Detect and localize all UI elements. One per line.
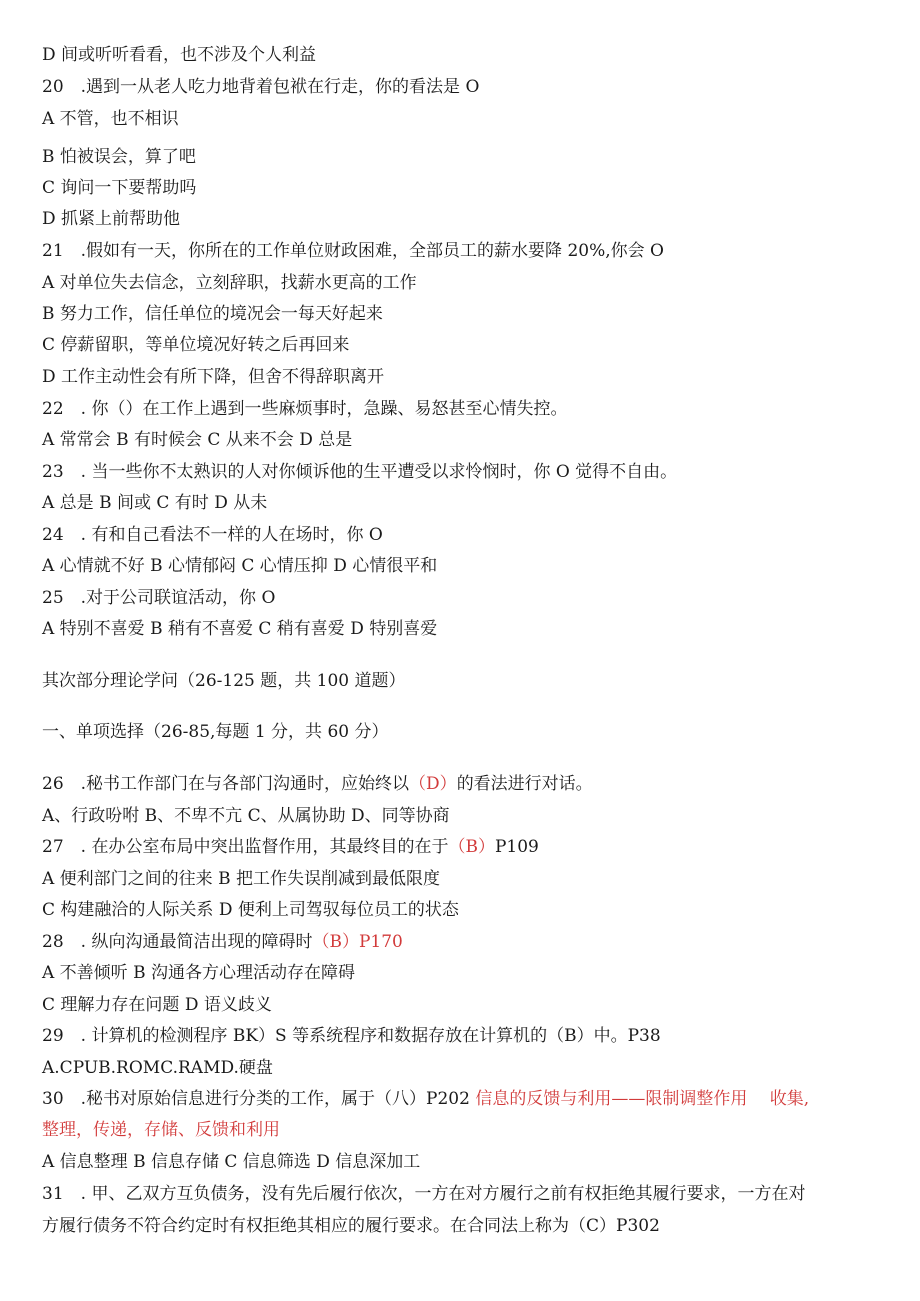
line-text: 23 . 当一些你不太熟识的人对你倾诉他的生平遭受以求怜悯时，你 O 觉得不自由。 bbox=[42, 462, 678, 482]
line-text: 22 . 你（）在工作上遇到一些麻烦事时，急躁、易怒甚至心情失控。 bbox=[42, 399, 568, 419]
text-line bbox=[42, 240, 880, 262]
text-line bbox=[42, 587, 880, 609]
line-text: 24 . 有和自己看法不一样的人在场时，你 O bbox=[42, 525, 383, 545]
text-line bbox=[42, 398, 880, 420]
line-text: D 抓紧上前帮助他 bbox=[42, 209, 181, 229]
annotation-text: （B） bbox=[448, 837, 495, 857]
line-text: D 间或听听看看，也不涉及个人利益 bbox=[42, 45, 317, 65]
text-line bbox=[42, 1057, 880, 1079]
line-text: 26 .秘书工作部门在与各部门沟通时，应始终以 bbox=[42, 774, 410, 794]
line-text: 30 .秘书对原始信息进行分类的工作，属于（八）P202 bbox=[42, 1089, 476, 1109]
text-line bbox=[42, 461, 880, 483]
line-text: 29 . 计算机的检测程序 BK）S 等系统程序和数据存放在计算机的（B）中。P38 bbox=[42, 1026, 661, 1046]
text-line bbox=[42, 773, 880, 795]
line-text: 25 .对于公司联谊活动，你 O bbox=[42, 588, 276, 608]
line-text: B 努力工作，信任单位的境况会一每天好起来 bbox=[42, 304, 383, 324]
line-text: A、行政吩咐 B、不卑不亢 C、从属协助 D、同等协商 bbox=[42, 806, 450, 826]
line-text: 27 . 在办公室布局中突出监督作用，其最终目的在于 bbox=[42, 837, 449, 857]
line-text: P109 bbox=[494, 837, 539, 857]
text-line bbox=[42, 931, 880, 953]
text-line bbox=[42, 492, 880, 514]
text-line bbox=[42, 836, 880, 858]
text-line bbox=[42, 1119, 880, 1141]
line-text: A 对单位失去信念，立刻辞职，找薪水更高的工作 bbox=[42, 273, 417, 293]
text-line bbox=[42, 334, 880, 356]
line-text: C 理解力存在问题 D 语义歧义 bbox=[42, 995, 272, 1015]
line-text: A 常常会 B 有时候会 C 从来不会 D 总是 bbox=[42, 430, 353, 450]
text-line bbox=[42, 1025, 880, 1047]
line-text: 28 . 纵向沟通最简洁出现的障碍时 bbox=[42, 932, 313, 952]
text-line bbox=[42, 366, 880, 388]
line-text: A 信息整理 B 信息存储 C 信息筛选 D 信息深加工 bbox=[42, 1152, 421, 1172]
text-line bbox=[42, 208, 880, 230]
text-line bbox=[42, 1151, 880, 1173]
text-line bbox=[42, 721, 880, 743]
line-text: A 心情就不好 B 心情郁闷 C 心情压抑 D 心情很平和 bbox=[42, 556, 438, 576]
line-text: A 便利部门之间的往来 B 把工作失误削减到最低限度 bbox=[42, 869, 440, 889]
line-text: 的看法进行对话。 bbox=[456, 774, 593, 794]
line-text: A 不管，也不相识 bbox=[42, 109, 179, 129]
text-line bbox=[42, 1088, 880, 1110]
line-text: A 不善倾听 B 沟通各方心理活动存在障碍 bbox=[42, 963, 355, 983]
line-text: A 特别不喜爱 B 稍有不喜爱 C 稍有喜爱 D 特别喜爱 bbox=[42, 619, 438, 639]
line-text: 其次部分理论学问（26-125 题，共 100 道题） bbox=[42, 671, 406, 691]
annotation-text: （D） bbox=[409, 774, 457, 794]
line-text: B 怕被误会，算了吧 bbox=[42, 147, 196, 167]
text-line bbox=[42, 272, 880, 294]
line-text: 方履行债务不符合约定时有权拒绝其相应的履行要求。在合同法上称为（C）P302 bbox=[42, 1216, 660, 1236]
text-line bbox=[42, 994, 880, 1016]
line-text: 21 .假如有一天，你所在的工作单位财政困难，全部员工的薪水要降 20%,你会 O bbox=[42, 241, 664, 261]
line-text: C 询问一下要帮助吗 bbox=[42, 178, 197, 198]
text-line bbox=[42, 303, 880, 325]
text-line bbox=[42, 555, 880, 577]
text-line bbox=[42, 429, 880, 451]
text-line bbox=[42, 1215, 880, 1237]
line-text: D 工作主动性会有所下降，但舍不得辞职离开 bbox=[42, 367, 385, 387]
annotation-text: （B）P170 bbox=[312, 932, 403, 952]
line-text: 一、单项选择（26-85,每题 1 分，共 60 分） bbox=[42, 722, 389, 742]
text-line bbox=[42, 44, 880, 66]
annotation-text: 整理，传递，存储、反馈和利用 bbox=[42, 1120, 280, 1140]
line-text: C 停薪留职，等单位境况好转之后再回来 bbox=[42, 335, 350, 355]
annotation-text: 信息的反馈与利用——限制调整作用 收集, bbox=[475, 1089, 810, 1109]
line-text: A 总是 B 间或 C 有时 D 从未 bbox=[42, 493, 268, 513]
text-line bbox=[42, 670, 880, 692]
text-line bbox=[42, 146, 880, 168]
text-line bbox=[42, 524, 880, 546]
text-line bbox=[42, 962, 880, 984]
text-line bbox=[42, 618, 880, 640]
text-line bbox=[42, 805, 880, 827]
text-line bbox=[42, 108, 880, 130]
text-line bbox=[42, 899, 880, 921]
line-text: A.CPUB.ROMC.RAMD.硬盘 bbox=[42, 1058, 273, 1078]
line-text: 20 .遇到一从老人吃力地背着包袱在行走，你的看法是 O bbox=[42, 77, 480, 97]
text-line bbox=[42, 76, 880, 98]
line-text: 31 . 甲、乙双方互负债务，没有先后履行依次，一方在对方履行之前有权拒绝其履行要求，一方在对 bbox=[42, 1184, 806, 1204]
text-line bbox=[42, 868, 880, 890]
line-text: C 构建融洽的人际关系 D 便利上司驾驭每位员工的状态 bbox=[42, 900, 459, 920]
text-line bbox=[42, 1183, 880, 1205]
text-line bbox=[42, 177, 880, 199]
